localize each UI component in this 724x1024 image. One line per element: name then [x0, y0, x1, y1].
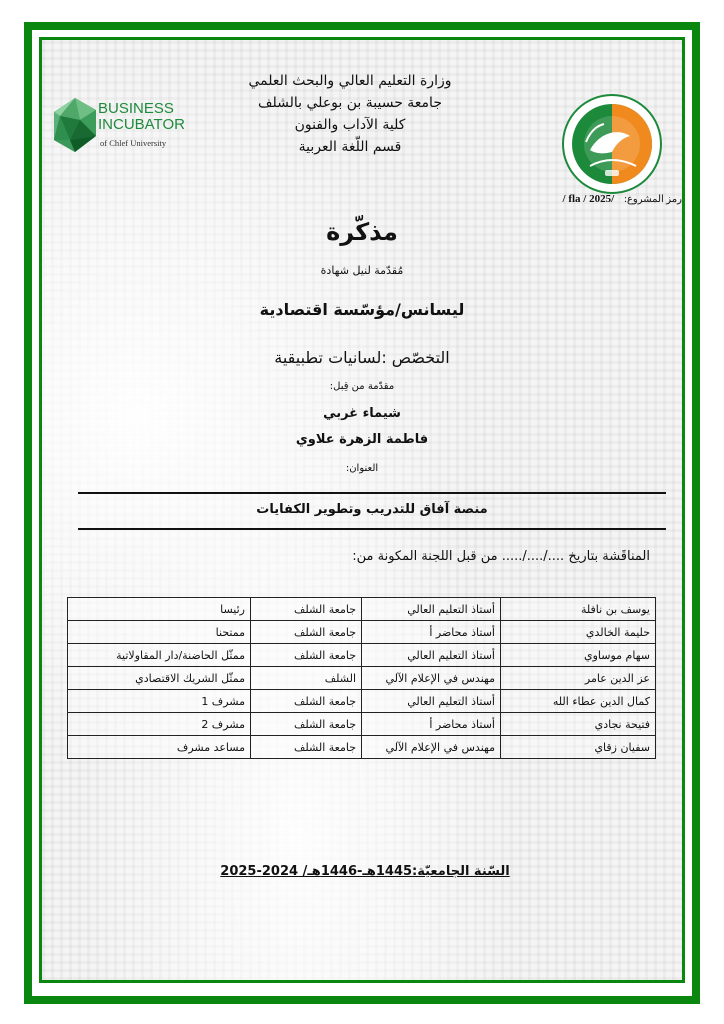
presented-by-label: مقدّمة من قِبل:	[329, 381, 395, 392]
member-rank: مهندس في الإعلام الآلي	[362, 667, 501, 690]
title-rule-bottom	[78, 528, 666, 530]
member-role: ممتحنا	[68, 621, 251, 644]
specialty: التخصّص :لسانيات تطبيقية	[274, 348, 450, 367]
title-label: العنوان:	[345, 463, 379, 474]
member-role: رئيسا	[68, 598, 251, 621]
member-name: فتيحة نجادي	[501, 713, 656, 736]
member-role: مشرف 1	[68, 690, 251, 713]
table-row	[68, 736, 656, 759]
table-row	[68, 690, 656, 713]
table-row	[68, 644, 656, 667]
table-row	[68, 713, 656, 736]
member-institution: جامعة الشلف	[251, 621, 362, 644]
member-role: ممثّل الحاضنة/دار المقاولاتية	[68, 644, 251, 667]
member-name: حليمة الخالدي	[501, 621, 656, 644]
title-rule-top	[78, 492, 666, 494]
project-title: منصة آفاق للتدريب وتطوير الكفايات	[256, 502, 488, 517]
faculty-name: كلية الآداب والفنون	[294, 117, 406, 133]
incubator-line-2: INCUBATOR	[98, 116, 185, 133]
member-role: ممثّل الشريك الاقتصادي	[68, 667, 251, 690]
member-institution: جامعة الشلف	[251, 713, 362, 736]
member-name: سفيان زقاي	[501, 736, 656, 759]
member-institution: الشلف	[251, 667, 362, 690]
project-code-value: / fla / 2025/	[562, 193, 615, 205]
table-row	[68, 621, 656, 644]
member-role: مساعد مشرف	[68, 736, 251, 759]
defense-line: المناقَشة بتاريخ ..../..../..... من قبل اللجنة المكونة من:	[352, 549, 650, 564]
business-incubator-logo	[52, 96, 202, 158]
member-rank: أستاذ محاضر أ	[362, 713, 501, 736]
department-name: قسم اللّغة العربية	[298, 139, 402, 155]
project-code-label: رمز المشروع:	[624, 194, 682, 205]
member-institution: جامعة الشلف	[251, 644, 362, 667]
academic-year: السّنة الجامعيّة:1445هـ-1446هـ/ 2024-2025	[220, 864, 510, 879]
member-role: مشرف 2	[68, 713, 251, 736]
icosahedron-icon	[52, 96, 98, 156]
table-row	[68, 598, 656, 621]
university-seal-logo	[560, 92, 664, 196]
university-seal-icon	[560, 92, 664, 196]
student-name: فاطمة الزهرة علاوي	[295, 432, 429, 447]
member-name: كمال الدين عطاء الله	[501, 690, 656, 713]
member-rank: أستاذ التعليم العالي	[362, 598, 501, 621]
document-subtitle: مُقدّمة لنيل شهادة	[320, 264, 404, 277]
incubator-line-1: BUSINESS	[98, 100, 174, 117]
student-name: شيماء غربي	[323, 406, 401, 421]
project-code	[510, 193, 682, 205]
ministry-name: وزارة التعليم العالي والبحث العلمي	[248, 73, 452, 89]
member-institution: جامعة الشلف	[251, 598, 362, 621]
committee-table	[67, 597, 656, 759]
document-title: مذكّرة	[326, 218, 398, 246]
member-name: سهام موساوي	[501, 644, 656, 667]
member-institution: جامعة الشلف	[251, 690, 362, 713]
member-rank: أستاذ محاضر أ	[362, 621, 501, 644]
member-name: يوسف بن نافلة	[501, 598, 656, 621]
member-name: عز الدين عامر	[501, 667, 656, 690]
university-name: جامعة حسيبة بن بوعلي بالشلف	[258, 95, 442, 111]
incubator-subtitle: of Chlef University	[100, 138, 167, 148]
institution-header	[200, 70, 500, 158]
degree-name: ليسانس/مؤسّسة اقتصادية	[259, 300, 465, 319]
member-rank: أستاذ التعليم العالي	[362, 690, 501, 713]
member-rank: أستاذ التعليم العالي	[362, 644, 501, 667]
incubator-wordmark	[98, 101, 185, 133]
member-institution: جامعة الشلف	[251, 736, 362, 759]
table-row	[68, 667, 656, 690]
member-rank: مهندس في الإعلام الآلي	[362, 736, 501, 759]
